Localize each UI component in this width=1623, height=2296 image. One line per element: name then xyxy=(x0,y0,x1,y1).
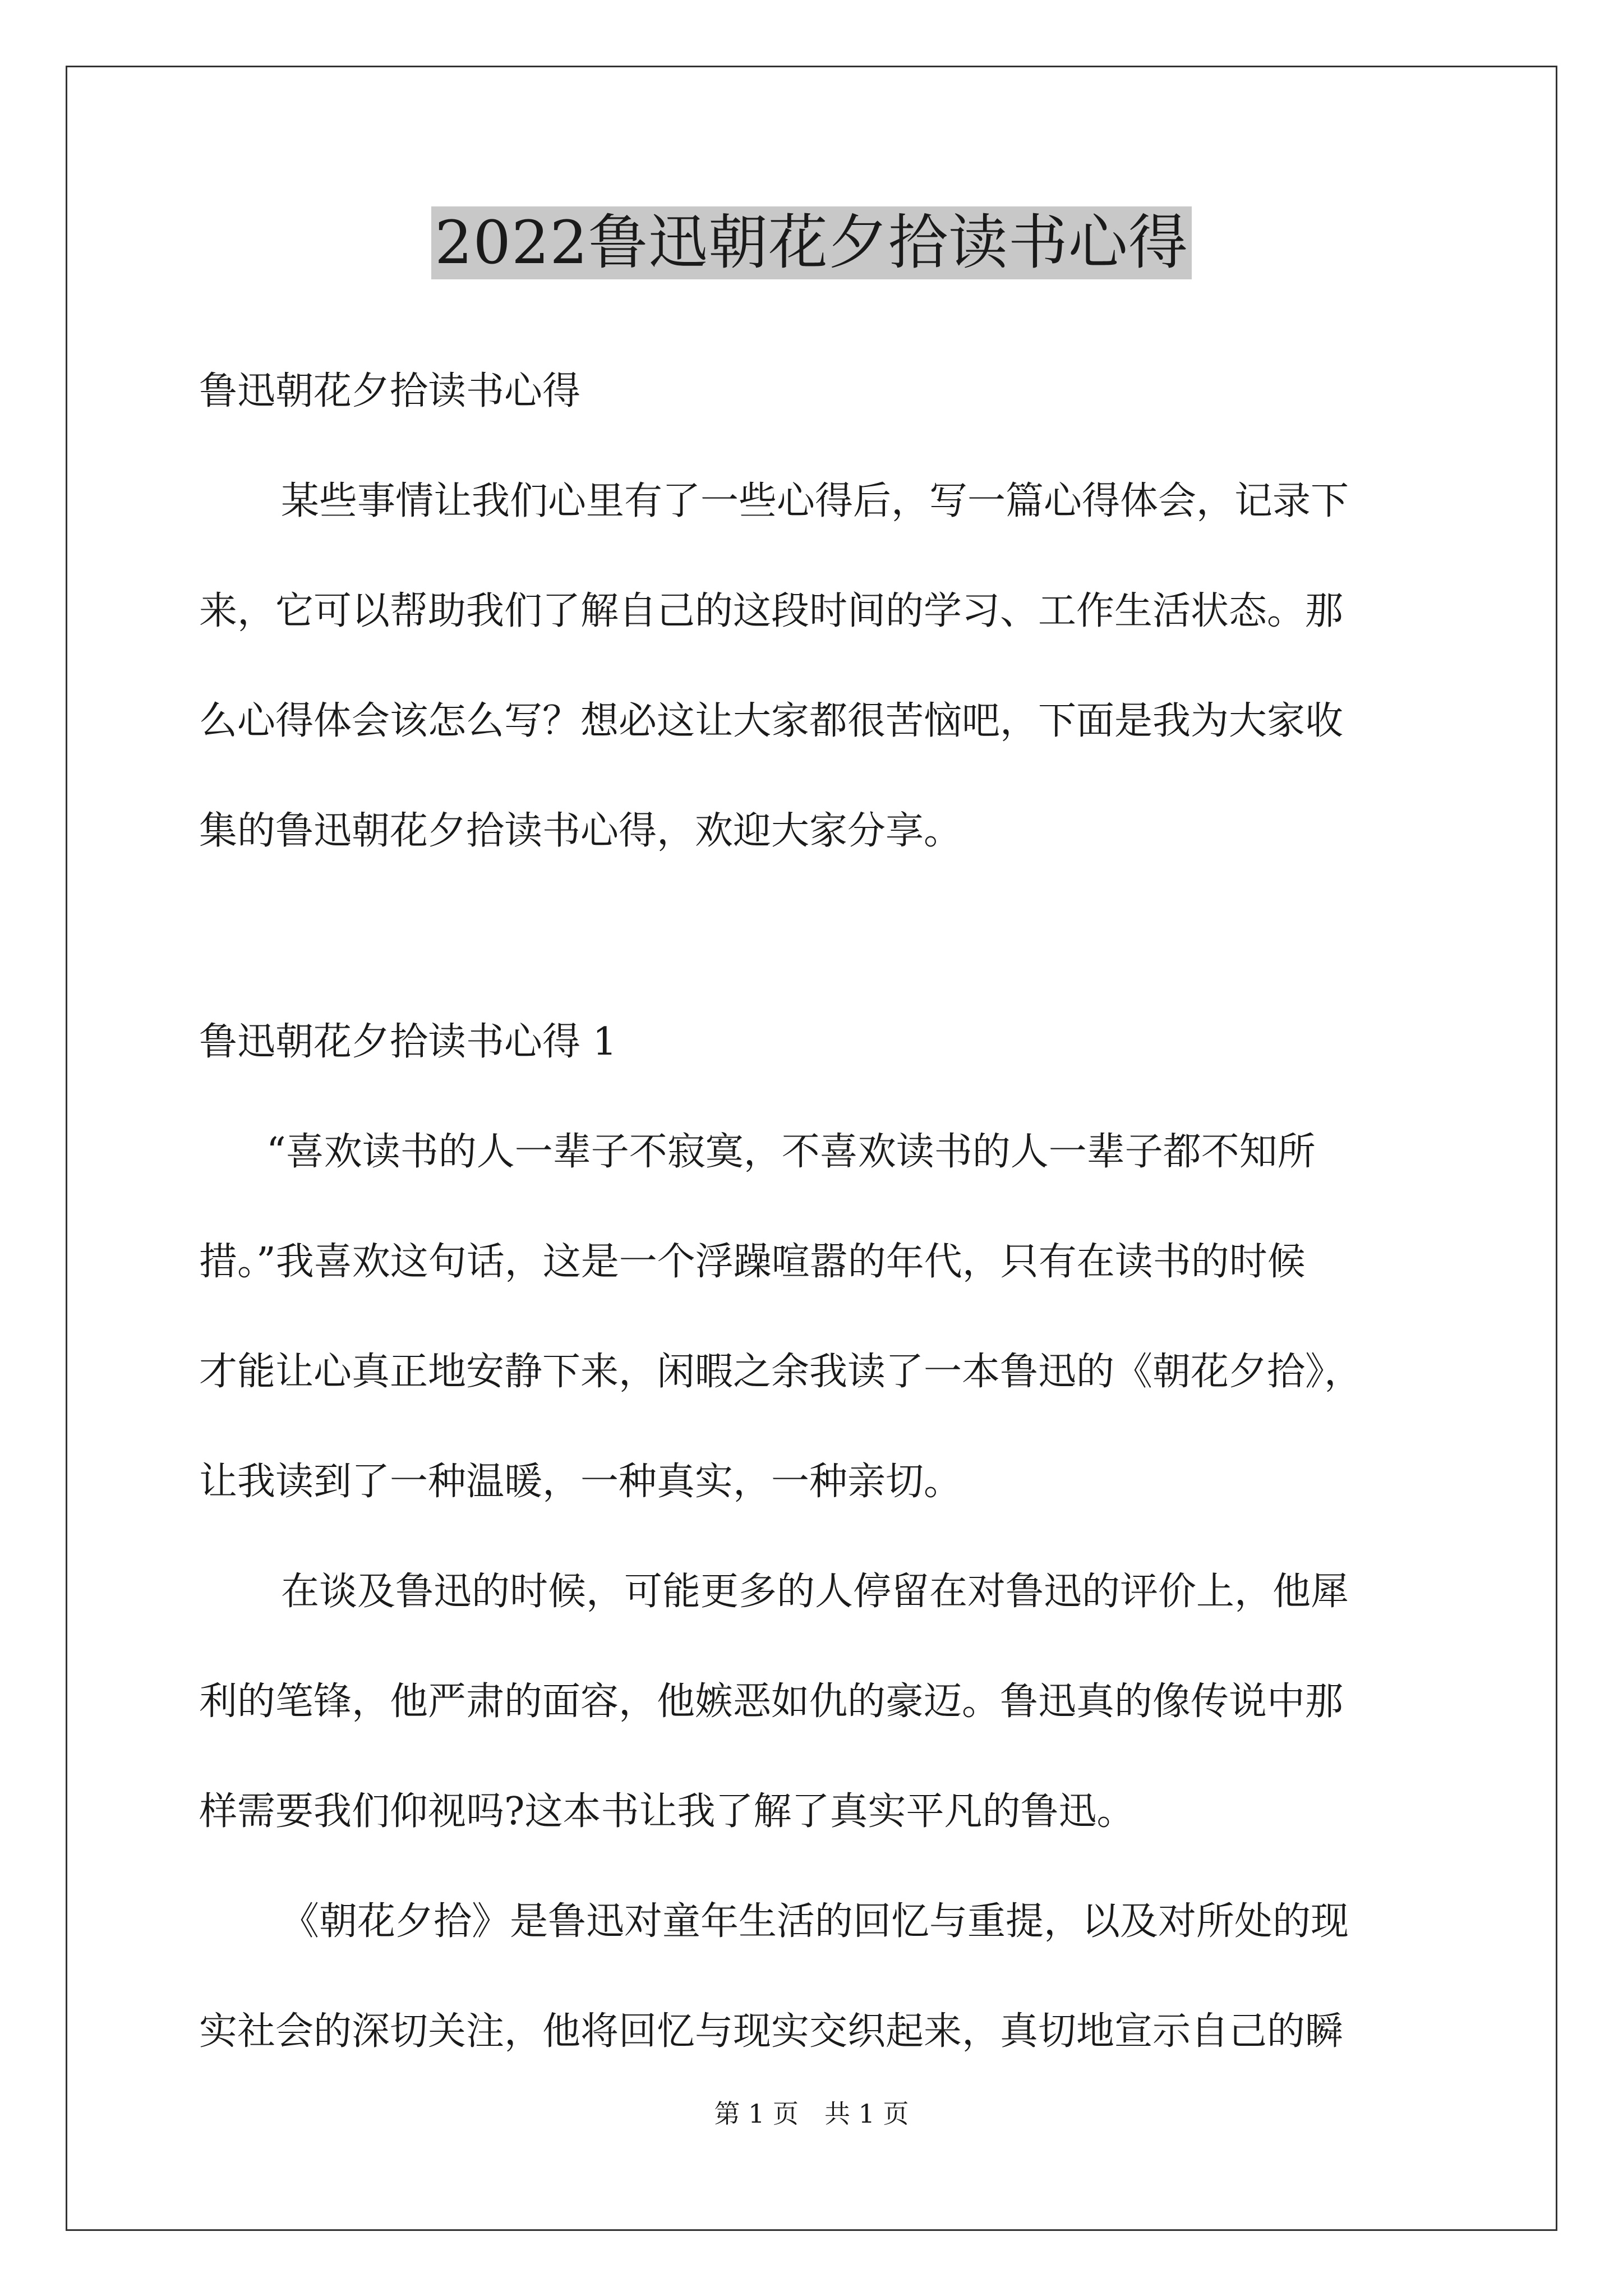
intro-line: 来，它可以帮助我们了解自己的这段时间的学习、工作生活状态。那 xyxy=(199,589,1344,633)
paragraph-line: 利的笔锋，他严肃的面容，他嫉恶如仇的豪迈。鲁迅真的像传说中那 xyxy=(199,1680,1344,1724)
section-gap xyxy=(199,886,1427,987)
paragraph-line: 样需要我们仰视吗?这本书让我了解了真实平凡的鲁迅。 xyxy=(199,1789,1135,1834)
document-title: 2022鲁迅朝花夕拾读书心得 xyxy=(431,206,1192,279)
paragraph-line: 《朝花夕拾》是鲁迅对童年生活的回忆与重提，以及对所处的现 xyxy=(281,1899,1349,1944)
section-heading: 鲁迅朝花夕拾读书心得 1 xyxy=(199,1020,617,1064)
paragraph-line: 措。”我喜欢这句话，这是一个浮躁喧嚣的年代，只有在读书的时候 xyxy=(199,1240,1306,1284)
paragraph-line: 实社会的深切关注，他将回忆与现实交织起来，真切地宣示自己的瞬 xyxy=(199,2009,1344,2054)
page-footer: 第 1 页 共 1 页 xyxy=(714,2099,909,2129)
intro-line: 么心得体会该怎么写？想必这让大家都很苦恼吧，下面是我为大家收 xyxy=(199,699,1344,743)
title-container xyxy=(0,206,1623,279)
paragraph-line: 在谈及鲁迅的时候，可能更多的人停留在对鲁迅的评价上，他犀 xyxy=(281,1570,1349,1614)
subtitle: 鲁迅朝花夕拾读书心得 xyxy=(199,369,581,413)
paragraph-line: 才能让心真正地安静下来，闲暇之余我读了一本鲁迅的《朝花夕拾》， xyxy=(199,1350,1363,1394)
intro-line: 集的鲁迅朝花夕拾读书心得，欢迎大家分享。 xyxy=(199,809,962,853)
intro-line: 某些事情让我们心里有了一些心得后，写一篇心得体会，记录下 xyxy=(281,479,1349,523)
paragraph-line: “喜欢读书的人一辈子不寂寞，不喜欢读书的人一辈子都不知所 xyxy=(266,1130,1316,1174)
paragraph-line: 让我读到了一种温暖，一种真实，一种亲切。 xyxy=(199,1460,962,1504)
document-body xyxy=(199,337,1427,2087)
